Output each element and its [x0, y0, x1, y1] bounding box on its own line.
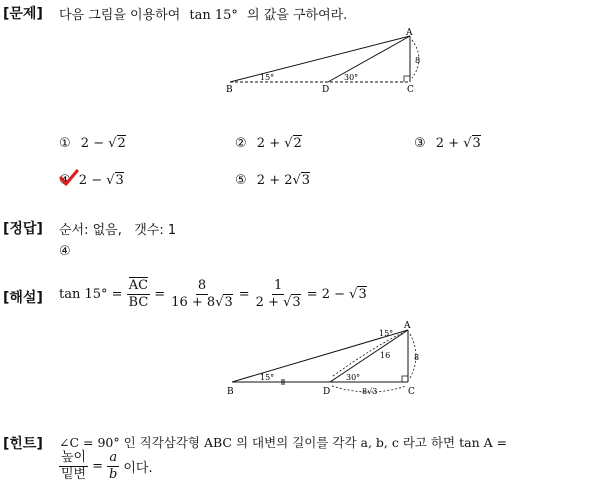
- choice-1-pre: 2 −: [80, 136, 109, 151]
- problem-figure: [220, 26, 430, 98]
- choice-4-num-wrap: [59, 173, 75, 188]
- choice-5[interactable]: ⑤ 2 + 2√3: [235, 173, 311, 188]
- hint-frac-top: 높이: [61, 450, 87, 465]
- choice-4-pre: 2 −: [78, 173, 107, 188]
- problem-text-1: 다음 그림을 이용하여: [59, 8, 181, 23]
- ad-arc: [333, 333, 402, 376]
- choice-1[interactable]: ① 2 − √2: [59, 136, 126, 151]
- label-b: B: [227, 387, 234, 397]
- hint-tail: 이다.: [123, 461, 153, 476]
- hint-line-2: [59, 450, 153, 483]
- choice-5-num: ⑤: [235, 173, 247, 188]
- choice-3-rad: 3: [472, 136, 481, 151]
- frac3-bot-pre: 2 +: [255, 295, 284, 310]
- checkmark-icon: [59, 169, 79, 187]
- solution-frac-2: $\frac{8}{16 + 8√3}$: [171, 278, 233, 310]
- solution-result-rad: 3: [358, 287, 367, 302]
- solution-frac-1: [127, 278, 151, 311]
- label-a: A: [406, 28, 413, 38]
- angle-b-label: 15°: [260, 73, 275, 82]
- right-angle-mark: [402, 376, 408, 382]
- frac2-top: 8: [197, 278, 207, 293]
- side-dc-label: 8√3: [362, 387, 378, 396]
- choice-5-rad: 3: [301, 173, 311, 188]
- frac1-top: AC: [128, 278, 149, 293]
- label-b: B: [226, 85, 233, 95]
- frac2-bot-rad: 3: [224, 295, 233, 310]
- hint-tag: [힌트]: [3, 436, 43, 452]
- label-a: A: [404, 321, 411, 331]
- solution-lhs: tan 15° =: [59, 287, 123, 302]
- choice-3-num: ③: [414, 136, 426, 151]
- choice-4[interactable]: ④ 2 − √3: [59, 173, 124, 188]
- frac1-bot: BC: [128, 295, 149, 310]
- solution-result-pre: = 2 −: [306, 287, 350, 302]
- choice-3[interactable]: ③ 2 + √3: [414, 136, 481, 151]
- choice-3-pre: 2 +: [435, 136, 464, 151]
- frac3-bot-rad: 3: [292, 295, 301, 310]
- choice-4-rad: 3: [115, 173, 124, 188]
- angle-d-label: 30°: [344, 73, 359, 82]
- label-c: C: [407, 85, 414, 95]
- problem-text-2: 의 값을 구하여라.: [247, 8, 348, 23]
- hint-frac-1: [59, 450, 88, 483]
- answer-value: ④: [59, 244, 71, 259]
- choice-5-pre: 2 + 2: [256, 173, 293, 188]
- solution-tag: [해설]: [3, 290, 43, 306]
- side-ac-label: 8: [414, 353, 420, 362]
- side-ad-label: 16: [380, 351, 391, 360]
- angle-b-label: 15°: [260, 373, 275, 382]
- choice-4-num: ④: [59, 173, 71, 188]
- label-d: D: [323, 387, 331, 397]
- choice-1-num: ①: [59, 136, 71, 151]
- frac2-bot-pre: 16 + 8: [171, 295, 216, 310]
- hint-frac-2: [107, 450, 119, 483]
- side-ac-label: 8: [415, 56, 421, 65]
- hint-frac-bot: 밑변: [61, 467, 87, 482]
- solution-figure: [222, 318, 427, 400]
- label-c: C: [408, 387, 415, 397]
- answer-order-line: 순서: 없음, 갯수: 1: [59, 223, 177, 238]
- angle-a-label: 15°: [379, 329, 394, 338]
- right-angle-mark: [404, 76, 410, 82]
- problem-expr: tan 15°: [189, 8, 238, 23]
- hint-line-1: ∠C = 90° 인 직각삼각형 ABC 의 대변의 길이를 각각 a, b, c 라고 하면 tan A =: [59, 435, 508, 450]
- hint-frac2-top: a: [109, 450, 118, 465]
- solution-frac-3: $\frac{1}{2 + √3}$: [255, 278, 301, 310]
- solution-equation: tan 15° = $\frac{AC}{BC}$ = $\frac{8}{16 + 8√3}$ = $\frac{1}{2 + √3}$ = 2 − √3: [59, 278, 367, 310]
- problem-text: [59, 4, 347, 23]
- choice-1-rad: 2: [117, 136, 126, 151]
- answer-tag: [정답]: [3, 221, 43, 237]
- line-ba: [230, 36, 410, 82]
- choice-2-num: ②: [235, 136, 247, 151]
- line-da: [328, 36, 410, 82]
- label-d: D: [322, 85, 330, 95]
- solution-eq-2: =: [238, 287, 250, 302]
- choice-2-pre: 2 +: [256, 136, 285, 151]
- choice-2[interactable]: ② 2 + √2: [235, 136, 302, 151]
- choice-2-rad: 2: [293, 136, 302, 151]
- hint-frac2-bot: b: [109, 467, 118, 482]
- line-da: [330, 330, 408, 382]
- hint-eq: =: [92, 459, 104, 474]
- problem-tag: [문제]: [3, 6, 43, 22]
- angle-d-label: 30°: [346, 373, 361, 382]
- frac3-top: 1: [274, 278, 283, 293]
- solution-eq-1: =: [154, 287, 166, 302]
